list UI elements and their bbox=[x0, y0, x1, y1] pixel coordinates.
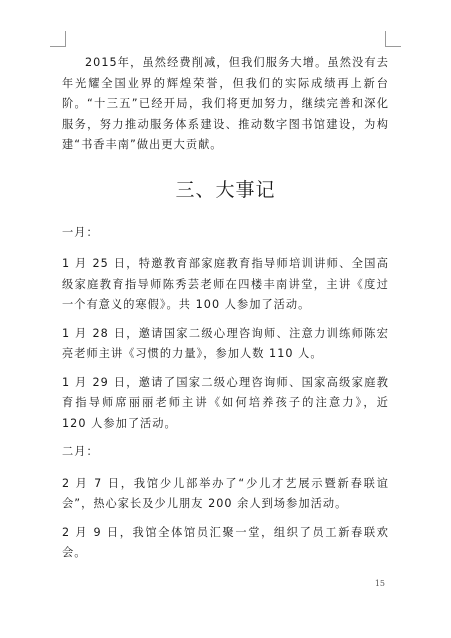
crop-mark-top-right-vertical bbox=[385, 31, 386, 47]
crop-mark-top-right bbox=[385, 46, 401, 47]
event-jan-25: 1 月 25 日，特邀教育部家庭教育指导师培训讲师、全国高级家庭教育指导师陈秀芸老师在四楼丰南讲堂，主讲《度过一个有意义的寒假》。共 100 人参加了活动。 bbox=[62, 257, 389, 311]
month-label-february: 二月： bbox=[62, 445, 99, 458]
crop-mark-top-left bbox=[50, 46, 66, 47]
event-feb-9: 2 月 9 日，我馆全体馆员汇聚一堂，组织了员工新春联欢会。 bbox=[62, 525, 389, 559]
page-number: 15 bbox=[374, 579, 385, 588]
section-heading: 三、大事记 bbox=[175, 178, 276, 201]
crop-mark-top-left-vertical bbox=[65, 31, 66, 47]
event-feb-7: 2 月 7 日，我馆少儿部举办了“少儿才艺展示暨新春联谊会”，热心家长及少儿朋友 200 余人到场参加活动。 bbox=[62, 476, 389, 510]
intro-paragraph: 2015年，虽然经费削减，但我们服务大增。虽然没有去年光耀全国业界的辉煌荣誉，但我们的实际成绩再上新台阶。“十三五”已经开局，我们将更加努力，继续完善和深化服务，努力推动服务体系建设、推动数字图书馆建设，为构建“书香丰南”做出更大贡献。 bbox=[62, 56, 389, 151]
event-jan-29: 1 月 29 日，邀请了国家二级心理咨询师、国家高级家庭教育指导师席丽丽老师主讲《如何培养孩子的注意力》，近 120 人参加了活动。 bbox=[62, 375, 389, 430]
month-label-january: 一月： bbox=[62, 225, 99, 239]
page-content bbox=[62, 53, 389, 564]
event-jan-28: 1 月 28 日，邀请国家二级心理咨询师、注意力训练师陈宏亮老师主讲《习惯的力量》，参加人数 110 人。 bbox=[62, 326, 389, 360]
